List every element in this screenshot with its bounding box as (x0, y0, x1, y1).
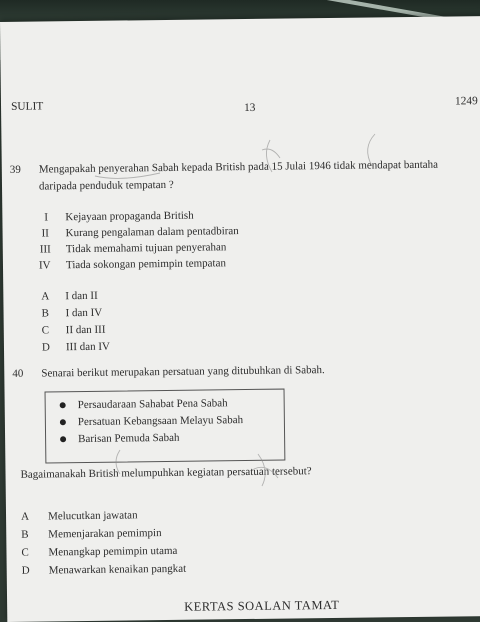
q39-option-letter: B (41, 307, 49, 320)
q39-stem-line2: daripada penduduk tempatan ? (38, 178, 174, 193)
q40-option-letter: B (21, 528, 29, 541)
q39-statement-text: Kejayaan propaganda British (65, 209, 194, 224)
q40-option-letter: C (21, 546, 29, 559)
q39-option-letter: D (41, 341, 51, 354)
q40-option-letter: A (20, 510, 30, 523)
paper-code: 1249 (454, 95, 478, 108)
header-sulit: SULIT (10, 100, 44, 113)
q40-option-text: Menangkap pemimpin utama (48, 544, 178, 559)
q39-statement-text: Tidak memahami tujuan penyerahan (65, 241, 227, 256)
q39-statement-roman: II (41, 227, 49, 240)
pencil-mark (252, 454, 278, 486)
q40-number: 40 (12, 367, 24, 380)
q39-statement-roman: I (44, 211, 49, 224)
page-number: 13 (243, 101, 256, 115)
footer-end-of-paper: KERTAS SOALAN TAMAT (184, 597, 340, 614)
q40-list-item: Persatuan Kebangsaan Melayu Sabah (77, 414, 244, 429)
q40-question: Bagaimanakah British melumpuhkan kegiatan persatuan tersebut? (20, 465, 312, 481)
q39-option-letter: C (41, 324, 50, 337)
pencil-underline (95, 173, 160, 178)
q39-statement-roman: IV (38, 259, 51, 272)
q39-option-letter: A (41, 290, 50, 303)
q40-option-letter: D (21, 564, 30, 577)
q40-list-item: Barisan Pemuda Sabah (78, 431, 180, 446)
q39-statement-roman: III (39, 243, 51, 256)
q40-option-text: Memenjarakan pemimpin (48, 527, 162, 541)
pencil-mark (368, 134, 375, 166)
q40-list-item: Persaudaraan Sahabat Pena Sabah (77, 397, 228, 412)
q39-number: 39 (9, 163, 21, 176)
q39-option-text: I dan IV (65, 306, 103, 320)
q39-option-text: I dan II (65, 289, 98, 303)
q39-option-text: II dan III (65, 323, 106, 337)
q39-stem-line1: Mengapakah penyerahan Sabah kepada British pada 15 Julai 1946 tidak mendapat bantaha (38, 158, 439, 176)
q39-option-text: III dan IV (65, 340, 111, 354)
pencil-mark (262, 140, 280, 172)
q39-statement-text: Kurang pengalaman dalam pentadbiran (65, 225, 239, 240)
q40-stem: Senarai berikut merupakan persatuan yang ditubuhkan di Sabah. (41, 364, 325, 380)
q39-statement-text: Tiada sokongan pemimpin tempatan (65, 257, 227, 272)
q40-option-text: Menawarkan kenaikan pangkat (48, 562, 187, 577)
pencil-mark (116, 450, 120, 474)
q40-option-text: Melucutkan jawatan (47, 509, 138, 523)
